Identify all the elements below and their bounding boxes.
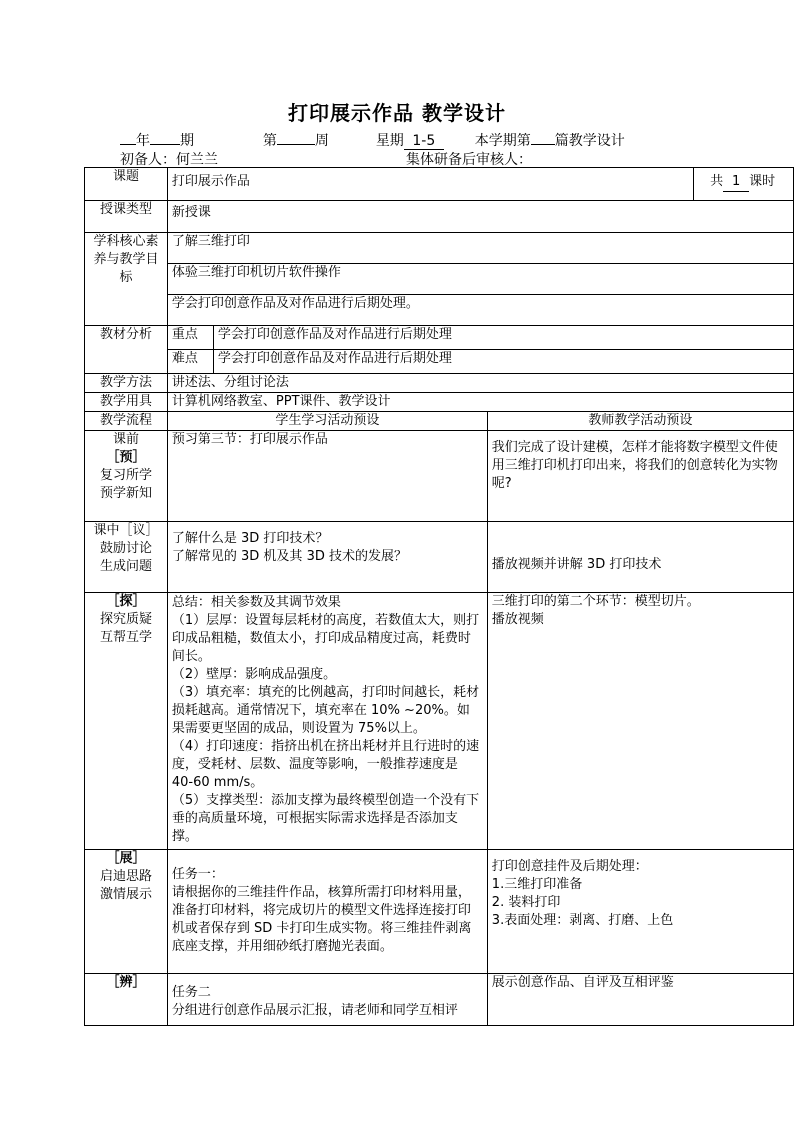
row-stage-explore <box>85 593 794 850</box>
stage-label-line: 激情展示 <box>99 887 152 902</box>
student-line: 任务一： <box>171 867 224 882</box>
student-line: （5）支撑类型：添加支撑为最终模型创造一个没有下垂的高质量环境，可根据实际需求选择是否添加支撑。 <box>171 793 480 844</box>
stage-label-line: 预学新知 <box>99 486 152 501</box>
teacher-line: 播放视频 <box>491 612 544 627</box>
student-line: （3）填充率：填充的比例越高，打印时间越长，耗材损耗越高。通常情况下，填充率在 10% ~20%。如果需要更坚固的成品，则设置为 75%以上。 <box>171 685 480 736</box>
term-week-suffix: 篇教学设计 <box>554 133 625 149</box>
stage-label-line: 鼓励讨论 <box>99 541 152 556</box>
student-activity <box>167 974 487 1026</box>
row-topic <box>85 168 794 201</box>
analysis-label: 教材分析 <box>85 326 168 374</box>
student-line: （2）壁厚：影响成品强度。 <box>171 667 337 682</box>
teacher-activity: 展示创意作品、自评及互相评鉴 <box>487 974 793 1026</box>
stage-label-line: 复习所学 <box>99 468 152 483</box>
student-header: 学生学习活动预设 <box>167 412 487 431</box>
type-label: 授课类型 <box>85 201 168 233</box>
flow-label: 教学流程 <box>85 412 168 431</box>
student-line: （4）打印速度：指挤出机在挤出耗材并且行进时的速度，受耗材、层数、温度等影响，一般推荐速度是 40-60 mm/s。 <box>171 739 480 790</box>
hours-value: 1 <box>723 173 749 192</box>
difficult-value: 学会打印创意作品及对作品进行后期处理 <box>213 350 793 374</box>
tools-value: 计算机网络教室、PPT课件、教学设计 <box>167 393 793 412</box>
row-stage-show <box>85 850 794 974</box>
row-goal-2 <box>85 264 794 295</box>
teacher-activity: 播放视频并讲解 3D 打印技术 <box>487 522 793 593</box>
teacher-line: 2. 装料打印 <box>491 895 561 910</box>
stage-label-line: 探究质疑 <box>99 612 152 627</box>
week-blank <box>277 130 315 145</box>
row-goal-1 <box>85 233 794 264</box>
key-value: 学会打印创意作品及对作品进行后期处理 <box>213 326 793 350</box>
student-activity <box>167 850 487 974</box>
type-value: 新授课 <box>167 201 793 233</box>
stage-label-line: ［展］ <box>106 851 146 866</box>
student-line: （1）层厚：设置每层耗材的高度，若数值太大，则打印成品粗糙，数值太小，打印成品精度过高，耗费时间长。 <box>171 613 480 664</box>
tools-label: 教学用具 <box>85 393 168 412</box>
teacher-header: 教师教学活动预设 <box>487 412 793 431</box>
stage-label-line: 课前 <box>112 432 139 447</box>
year-blank <box>120 130 136 145</box>
goals-label: 学科核心素养与教学目标 <box>85 233 168 326</box>
stage-label-line: ［探］ <box>106 594 146 609</box>
weekday-value: 1-5 <box>404 133 444 150</box>
topic-label: 课题 <box>85 168 168 201</box>
term-label: 期 <box>180 133 194 149</box>
teacher-activity: 我们完成了设计建模，怎样才能将数字模型文件使用三维打印机打印出来，将我们的创意转化为实物呢? <box>487 431 793 522</box>
stage-label-line: 启迪思路 <box>99 869 152 884</box>
week-prefix: 第 <box>262 133 277 149</box>
teacher-activity <box>487 593 793 850</box>
hours-cell <box>694 168 794 201</box>
goal-item: 了解三维打印 <box>167 233 793 264</box>
teacher-line: 3.表面处理：剥离、打磨、上色 <box>491 913 674 928</box>
key-label: 重点 <box>167 326 213 350</box>
weekday-label: 星期 <box>375 133 404 149</box>
row-tools <box>85 393 794 412</box>
reviewer-line: 集体研备后审核人： <box>406 152 532 168</box>
lesson-plan-table <box>84 167 794 1026</box>
term-blank <box>150 130 180 145</box>
week-suffix: 周 <box>314 133 329 149</box>
stage-label <box>85 522 168 593</box>
row-stage-discuss <box>85 522 794 593</box>
stage-label <box>85 850 168 974</box>
stage-label <box>85 593 168 850</box>
student-line: 请根据你的三维挂件作品，核算所需打印材料用量，准备打印材料，将完成切片的模型文件选择连接打印机或者保存到 SD 卡打印生成实物。将三维挂件剥离底座支撑，并用细砂纸打磨抛光表面。 <box>171 885 472 954</box>
stage-label-line: 生成问题 <box>99 559 152 574</box>
preparer-line: 初备人：何兰兰 <box>120 152 218 168</box>
method-value: 讲述法、分组讨论法 <box>167 374 793 393</box>
row-method <box>85 374 794 393</box>
row-flow-header <box>85 412 794 431</box>
row-stage-preview <box>85 431 794 522</box>
schedule-line <box>120 130 625 150</box>
stage-label <box>85 431 168 522</box>
hours-suffix: 课时 <box>749 174 776 189</box>
teacher-line: 1.三维打印准备 <box>491 877 583 892</box>
student-line: 了解什么是 3D 打印技术？ <box>171 531 329 546</box>
goal-item: 学会打印创意作品及对作品进行后期处理。 <box>167 295 793 326</box>
teacher-line: 三维打印的第二个环节：模型切片。 <box>491 594 700 609</box>
student-line: 总结：相关参数及其调节效果 <box>171 595 341 610</box>
teacher-line: 打印创意挂件及后期处理： <box>491 859 648 874</box>
teacher-activity <box>487 850 793 974</box>
stage-label: ［辨］ <box>85 974 168 1026</box>
hours-prefix: 共 <box>710 174 724 189</box>
student-line: 分组进行创意作品展示汇报，请老师和同学互相评 <box>171 1003 458 1018</box>
stage-label-line: 课中［议］ <box>93 523 159 538</box>
student-line: 了解常见的 3D 机及其 3D 技术的发展？ <box>171 549 407 564</box>
row-stage-debate <box>85 974 794 1026</box>
row-type <box>85 201 794 233</box>
row-goal-3 <box>85 295 794 326</box>
method-label: 教学方法 <box>85 374 168 393</box>
student-activity <box>167 593 487 850</box>
topic-value: 打印展示作品 <box>167 168 693 201</box>
year-label: 年 <box>136 133 150 149</box>
term-week-prefix: 本学期第 <box>474 133 531 149</box>
stage-label-line: 互帮互学 <box>99 630 152 645</box>
difficult-label: 难点 <box>167 350 213 374</box>
student-activity: 预习第三节：打印展示作品 <box>167 431 487 522</box>
row-difficult-point <box>85 350 794 374</box>
student-activity <box>167 522 487 593</box>
stage-label-line: ［预］ <box>106 450 146 465</box>
document-title: 打印展示作品 教学设计 <box>288 101 506 125</box>
row-key-point <box>85 326 794 350</box>
goal-item: 体验三维打印机切片软件操作 <box>167 264 793 295</box>
term-week-blank <box>531 130 555 145</box>
student-line: 任务二 <box>171 985 211 1000</box>
